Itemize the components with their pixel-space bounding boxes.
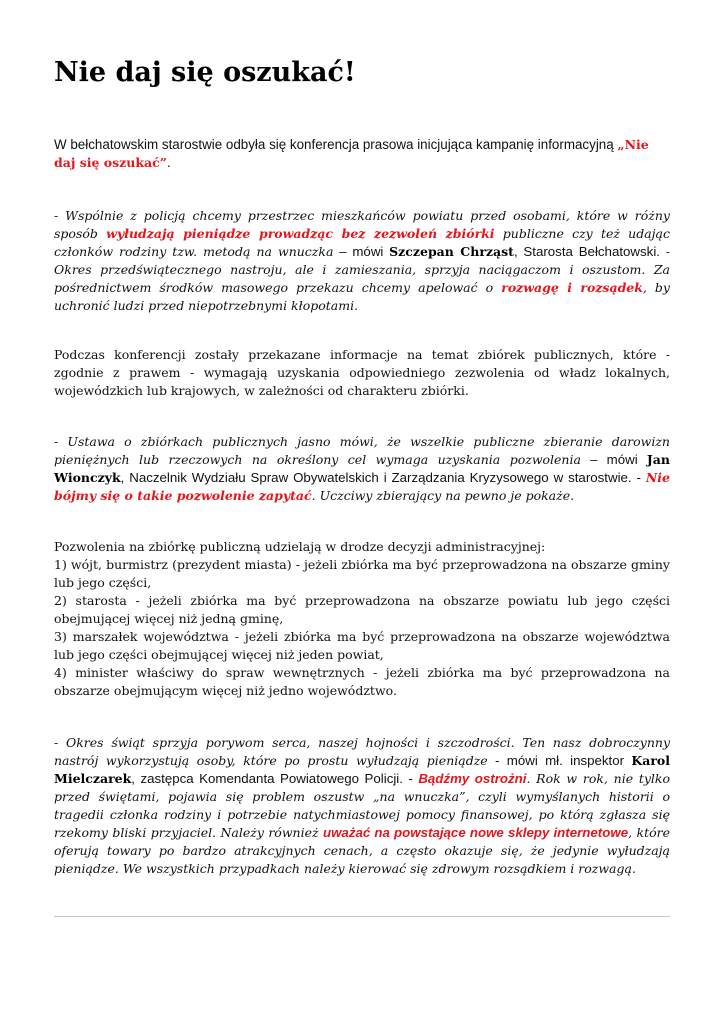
quote1-highlight-2: rozwagę i rozsądek — [501, 280, 643, 295]
permits-list — [54, 538, 670, 700]
quote1-f: , by uchronić ludzi przed niepotrzebnymi kłopotami. — [54, 280, 670, 313]
quote2-e: . Uczciwy zbierający na pewno je pokaże. — [311, 488, 575, 503]
quote3-d: - — [408, 771, 419, 786]
intro-end: . — [166, 155, 171, 170]
quote1-e: - Okres przedświątecznego nastroju, ale i zamieszania, sprzyja naciągaczom i oszustom. Za pośrednictwem środków masowego przekazu chcemy apelować o — [54, 244, 670, 295]
quote2-d: - — [636, 470, 646, 485]
quote3-e: . Rok w rok, nie tylko przed świętami, pojawia się problem oszustw „na wnuczka”, czyli wymyślanych historii o tragedii członka rodziny i potrzebie natychmiastowej pomocy finansowej, po którą zgłasza się rzekomy bliski przyjaciel. Należy również — [54, 771, 671, 840]
intro-paragraph — [54, 136, 670, 172]
permits-intro: Pozwolenia na zbiórkę publiczną udzielają w drodze decyzji administracyjnej: — [54, 539, 546, 554]
quote3-f: , które oferują towary po bardzo atrakcyjnych cenach, a często okazuje się, że jedynie wyłudzają pieniądze. We wszystkich przypadkach należy kierować się zdrowym rozsądkiem i rozwagą. — [54, 825, 670, 876]
list-item: 4) minister właściwy do spraw wewnętrznych - jeżeli zbiórka ma być przeprowadzona na obszarze obejmującym więcej niż jedno województwo. — [54, 665, 670, 698]
quote1-d: , Starosta Bełchatowski. — [513, 244, 666, 259]
quote1-c: – mówi — [333, 244, 390, 259]
quote3-c: , zastępca Komendanta Powiatowego Policji. — [131, 771, 409, 786]
list-item: 3) marszałek województwa - jeżeli zbiórka ma być przeprowadzona na obszarze województwa lub jego części obejmującej więcej niż jeden powiat, — [54, 629, 670, 662]
quote-starosta — [54, 207, 670, 315]
quote2-a: - Ustawa o zbiórkach publicznych jasno mówi, że wszelkie publiczne zbieranie darowizn pieniężnych lub rzeczowych na określony cel wymaga uzyskania pozwolenia — [54, 434, 670, 467]
speaker-name-1: Szczepan Chrząst — [389, 244, 514, 259]
page-title: Nie daj się oszukać! — [54, 57, 356, 88]
speaker-name-2: Jan Wionczyk — [54, 452, 670, 485]
quote3-a: - Okres świąt sprzyja porywom serca, naszej hojności i szczodrości. Ten nasz dobroczynny nastrój wykorzystują osoby, które po prostu wyłudzają pieniądze — [54, 735, 670, 768]
footer-divider — [54, 916, 670, 917]
quote2-b: – mówi — [580, 452, 647, 467]
speaker-name-3: Karol Mielczarek — [54, 753, 671, 786]
quote3-highlight-2: uważać na powstające nowe sklepy internetowe — [322, 825, 629, 840]
quote1-b: publiczne czy też udając członków rodziny tzw. metodą na wnuczka — [54, 226, 671, 259]
intro-text: W bełchatowskim starostwie odbyła się konferencja prasowa inicjująca kampanię informacyjną — [54, 137, 618, 152]
quote2-highlight: Nie bójmy się o takie pozwolenie zapytać — [54, 470, 670, 503]
permits-info-paragraph: Podczas konferencji zostały przekazane informacje na temat zbiórek publicznych, które - zgodnie z prawem - wymagają uzyskania odpowiedniego zezwolenia od władz lokalnych, wojewódzkich lub krajowych, w zależności od charakteru zbiórki. — [54, 347, 670, 398]
list-item: 2) starosta - jeżeli zbiórka ma być przeprowadzona na obszarze powiatu lub jego części obejmującej więcej niż jedną gminę, — [54, 593, 670, 626]
quote3-b: - mówi mł. inspektor — [487, 753, 632, 768]
quote2-c: , Naczelnik Wydziału Spraw Obywatelskich i Zarządzania Kryzysowego w starostwie. — [120, 470, 637, 485]
quote-naczelnik — [54, 433, 670, 505]
quote1-highlight-1: wyłudzają pieniądze prowadząc bez zezwoleń zbiórki — [106, 226, 495, 241]
quote1-a: - Wspólnie z policją chcemy przestrzec mieszkańców powiatu przed osobami, które w różny sposób — [54, 208, 670, 241]
quote3-highlight-1: Bądźmy ostrożni — [418, 771, 527, 786]
quote-police — [54, 734, 670, 878]
list-item: 1) wójt, burmistrz (prezydent miasta) - jeżeli zbiórka ma być przeprowadzona na obszarze gminy lub jego części, — [54, 557, 670, 590]
campaign-name: „Nie daj się oszukać” — [54, 137, 649, 170]
